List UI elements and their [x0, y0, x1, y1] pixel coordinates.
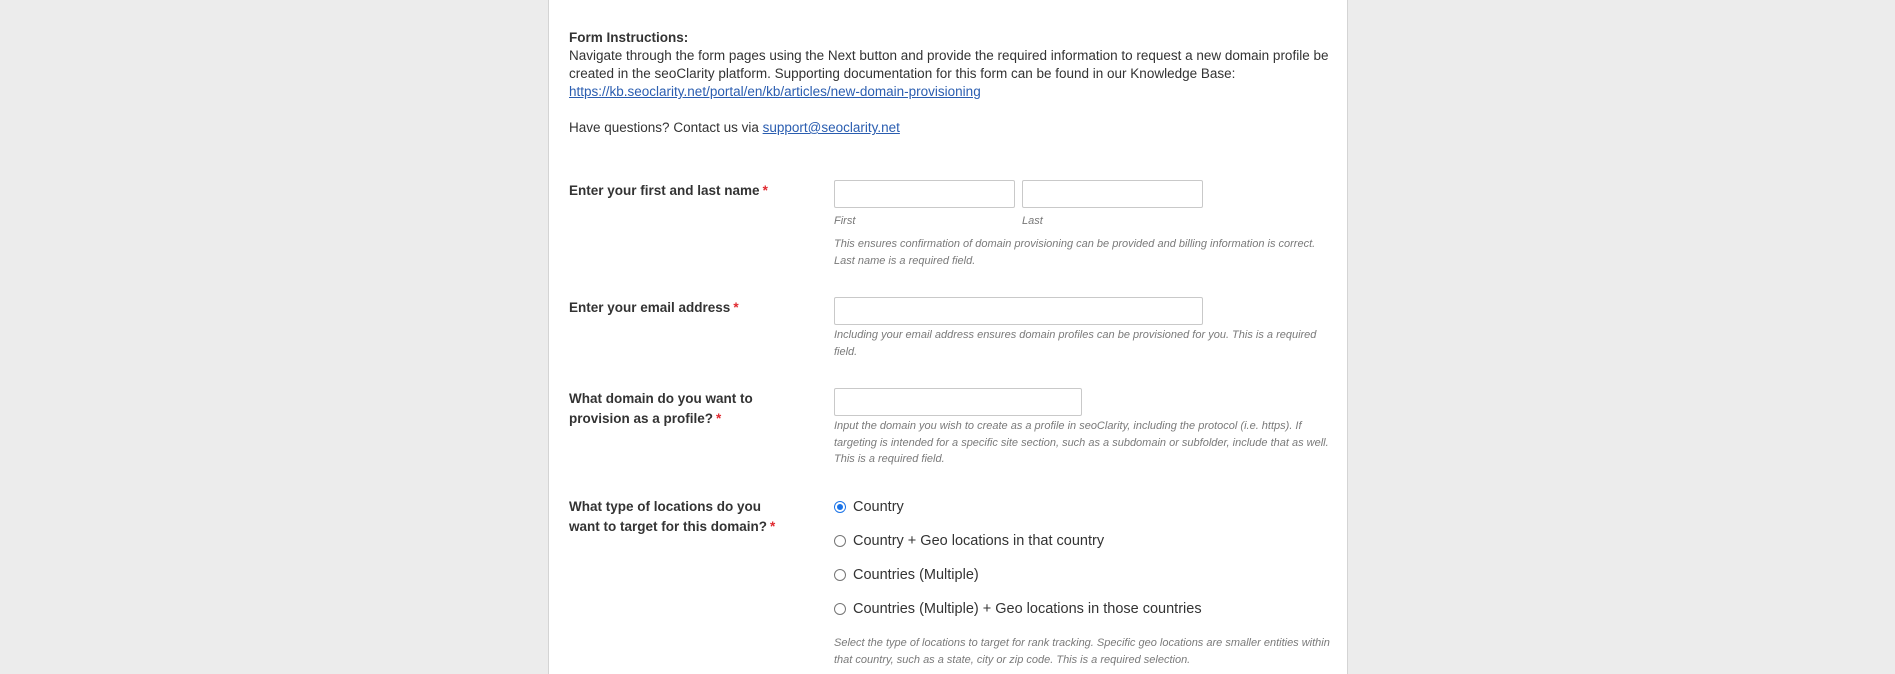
name-label-text: Enter your first and last name	[569, 183, 760, 198]
form-instructions	[569, 29, 1329, 137]
radio-unselected-icon[interactable]	[834, 535, 846, 547]
name-help-text: This ensures confirmation of domain provisioning can be provided and billing information is correct. Last name is a required field.	[834, 238, 1316, 267]
location-help-text: Select the type of locations to target for rank tracking. Specific geo locations are smaller entities within that country, such as a state, city or zip code. This is a required selection.	[834, 637, 1330, 666]
radio-unselected-icon[interactable]	[834, 569, 846, 581]
email-input[interactable]	[834, 297, 1203, 325]
location-option-countries-multiple-geo[interactable]	[834, 599, 1202, 619]
contact-line	[569, 119, 1329, 137]
instructions-body	[569, 47, 1329, 101]
domain-input[interactable]	[834, 388, 1082, 416]
email-help-text: Including your email address ensures domain profiles can be provisioned for you. This is a required field.	[834, 329, 1317, 358]
first-name-sublabel: First	[834, 215, 856, 227]
email-label-text: Enter your email address	[569, 300, 731, 315]
required-marker: *	[733, 300, 739, 315]
location-option-label: Countries (Multiple)	[853, 567, 979, 583]
domain-help-text: Input the domain you wish to create as a profile in seoClarity, including the protocol (i.e. https). If targeting is intended for a specific site section, such as a subdomain or subfolder, include that as well. This is a required field.	[834, 420, 1329, 465]
location-label-text: What type of locations do you want to target for this domain?	[569, 499, 767, 534]
email-field-label	[569, 298, 779, 318]
instructions-text: Navigate through the form pages using the Next button and provide the required information to request a new domain profile be created in the seoClarity platform. Supporting documentation for this form can be found in our Knowledge Base:	[569, 48, 1329, 81]
instructions-heading: Form Instructions:	[569, 30, 689, 45]
radio-unselected-icon[interactable]	[834, 603, 846, 615]
name-field-label	[569, 181, 779, 201]
domain-field-label	[569, 389, 769, 429]
support-email-link[interactable]: support@seoclarity.net	[762, 120, 900, 135]
last-name-sublabel: Last	[1022, 215, 1043, 227]
first-name-input[interactable]	[834, 180, 1015, 208]
required-marker: *	[770, 519, 776, 534]
last-name-input[interactable]	[1022, 180, 1203, 208]
required-marker: *	[762, 183, 768, 198]
location-option-label: Countries (Multiple) + Geo locations in those countries	[853, 601, 1202, 617]
location-option-country-geo[interactable]	[834, 531, 1104, 551]
domain-label-text: What domain do you want to provision as a profile?	[569, 391, 753, 426]
contact-prefix: Have questions? Contact us via	[569, 120, 763, 135]
location-option-countries-multiple[interactable]	[834, 565, 979, 585]
location-option-country[interactable]	[834, 497, 904, 517]
kb-article-link[interactable]: https://kb.seoclarity.net/portal/en/kb/articles/new-domain-provisioning	[569, 84, 981, 99]
location-option-label: Country + Geo locations in that country	[853, 533, 1105, 549]
required-marker: *	[716, 411, 722, 426]
form-card	[548, 0, 1348, 674]
radio-selected-icon[interactable]	[834, 501, 846, 513]
location-field-label	[569, 497, 779, 537]
location-option-label: Country	[853, 499, 904, 515]
